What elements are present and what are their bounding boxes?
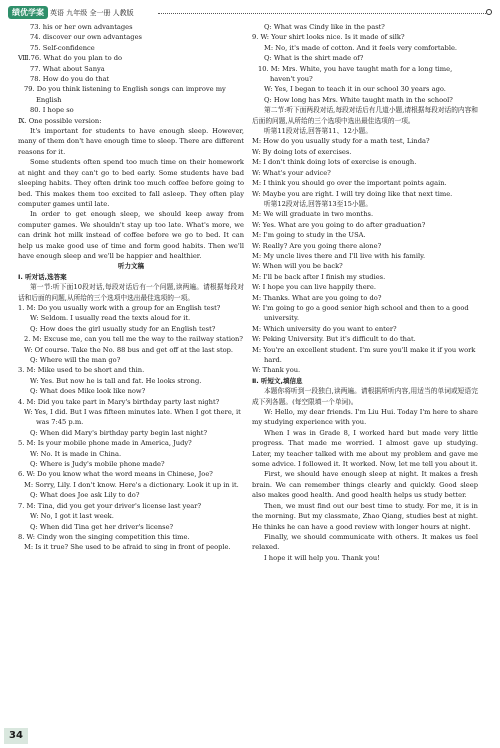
left-text-line: 73. his or her own advantages <box>30 23 133 31</box>
left-text-line: W: No, I got it last week. <box>30 512 114 521</box>
left-text-line: Ⅸ. One possible version: <box>18 116 102 125</box>
right-text-line: M: Thanks. What are you going to do? <box>252 293 382 302</box>
page-header <box>8 6 492 20</box>
right-text-line: When I was in Grade 8, I worked hard but made very little progress. That made me worried. I almost gave up studying. Later, my teacher talked with me about my problem and gave me some advice. I followed it. It worked. Now, let me tell you about it. <box>252 428 478 469</box>
right-text-line: M: No, it's made of cotton. And it feels very comfortable. <box>264 43 458 52</box>
left-text-line: 80. I hope so <box>30 106 74 115</box>
right-text-line: M: My uncle lives there and I'll live with his family. <box>252 251 426 260</box>
left-text-line: W: Yes. But now he is tall and fat. He looks strong. <box>30 376 202 385</box>
right-text-line: 10. M: Mrs. White, you have taught math for a long time, haven't you? <box>258 64 453 84</box>
left-text-line: Q: Where will the man go? <box>30 356 121 364</box>
right-text-line: 9. W: Your shirt looks nice. Is it made of silk? <box>252 33 405 42</box>
left-text-line: 5. M: Is your mobile phone made in America, Judy? <box>18 439 192 448</box>
right-text-line: W: Peking University. But it's difficult to do that. <box>252 335 416 344</box>
left-text-line: Q: When did Tina get her driver's license? <box>30 522 174 531</box>
right-text-line: M: You're an excellent student. I'm sure you'll make it if you work hard. <box>252 345 476 364</box>
right-text-line: M: We will graduate in two months. <box>252 210 374 219</box>
right-text-line: W: When will you be back? <box>252 262 343 271</box>
left-text-line: Q: Where is Judy's mobile phone made? <box>30 460 165 469</box>
right-text-line: 本题你将听到一段独白,读两遍。请根据所听内容,用适当的单词或短语完成下列各题。(每空限填一个单词)。 <box>252 387 478 406</box>
left-column <box>18 22 244 553</box>
left-text-line: M: Sorry, Lily. I don't know. Here's a dictionary. Look it up in it. <box>24 480 239 489</box>
book-subtitle: 英语 九年级 全一册 人教版 <box>50 9 134 17</box>
right-text-line: W: I hope you can live happily there. <box>252 283 376 292</box>
header-dotted-rule <box>158 13 486 14</box>
right-text-line: W: Yes, I began to teach it in our school 30 years ago. <box>264 85 446 94</box>
right-text-line: Finally, we should communicate with others. It makes us feel relaxed. <box>252 532 478 552</box>
right-text-line: W: What's your advice? <box>252 168 331 177</box>
left-text-line: 6. W: Do you know what the word means in Chinese, Joe? <box>18 470 213 479</box>
right-text-line: First, we should have enough sleep at night. It makes a fresh brain. We can remember things clearly and quickly. Good sleep also makes good health. And good health helps us study better. <box>252 470 478 500</box>
left-text-line: 4. M: Did you take part in Mary's birthday party last night? <box>18 397 220 406</box>
right-text-line: Q: How long has Mrs. White taught math in the school? <box>264 95 453 104</box>
left-text-line: Q: When did Mary's birthday party begin last night? <box>30 428 208 437</box>
brand-label: 绩优学案 <box>8 6 48 19</box>
left-text-line: Ⅷ.76. What do you plan to do <box>18 54 123 63</box>
left-text-line: W: Seldom. I usually read the texts aloud for it. <box>30 314 191 323</box>
right-text-line: W: Thank you. <box>252 366 301 375</box>
left-text-line: 第一节:听下面10段对话,每段对话后有一个问题,读两遍。请根据每段对话和后面的问题,从所给的三个选项中选出最佳选项的一项。 <box>18 283 244 302</box>
right-text-line: W: Yes. What are you going to do after graduation? <box>252 220 426 229</box>
right-text-line: M: I'm going to study in the USA. <box>252 231 366 240</box>
left-text-line: 听力文稿 <box>118 262 144 271</box>
left-text-line: Ⅰ. 听对话,选答案 <box>18 272 67 281</box>
left-text-line: 3. M: Mike used to be short and thin. <box>18 366 145 375</box>
right-text-line: M: Which university do you want to enter? <box>252 324 397 333</box>
right-column <box>252 22 478 563</box>
right-text-line: M: How do you usually study for a math test, Linda? <box>252 137 430 146</box>
left-text-line: Some students often spend too much time on their homework at night and they can't go to bed early. Some students have bad sleeping habits. They often drink too much coffee before going to bed. This makes them too excited to fall asleep. They often play computer games until late. <box>18 158 244 208</box>
right-text-line: 听第12段对话,回答第13至15小题。 <box>264 199 372 208</box>
left-text-line: Q: How does the girl usually study for an English test? <box>30 324 216 333</box>
right-text-line: W: By doing lots of exercises. <box>252 147 352 156</box>
left-text-line: 78. How do you do that <box>30 75 110 84</box>
left-text-line: Q: What does Mike look like now? <box>30 387 146 396</box>
page-number: 34 <box>4 728 28 744</box>
right-text-line: Then, we must find out our best time to study. For me, it is in the morning. But my classmate, Zhao Qiang, studies best at night. He thinks he can have a good review with longer hours at night. <box>252 501 478 531</box>
left-text-line: 75. Self-confidence <box>30 43 95 52</box>
right-text-line: M: I think you should go over the important points again. <box>252 179 447 188</box>
left-text-line: It's important for students to have enough sleep. However, many of them don't have enough time to sleep. There are different reasons for it. <box>18 127 244 156</box>
right-text-line: M: I'll be back after I finish my studies. <box>252 272 386 281</box>
left-text-line: 77. What about Sanya <box>30 64 105 73</box>
right-text-line: W: Really? Are you going there alone? <box>252 241 382 250</box>
right-text-line: M: I don't think doing lots of exercise is enough. <box>252 158 417 167</box>
right-text-line: Q: What is the shirt made of? <box>264 54 364 63</box>
left-text-line: Q: What does Joe ask Lily to do? <box>30 491 140 500</box>
right-text-line: Q: What was Cindy like in the past? <box>264 23 385 31</box>
left-text-line: 74. discover our own advantages <box>30 33 142 42</box>
left-text-line: 7. M: Tina, did you get your driver's license last year? <box>18 501 202 510</box>
right-text-line: 第二节:听下面两段对话,每段对话后有几道小题,请根据每段对话的内容和后面的问题,从所给的三个选项中选出最佳选项的一项。 <box>252 106 478 125</box>
left-text-line: 79. Do you think listening to English songs can improve my English <box>24 85 226 104</box>
left-text-line: M: Is it true? She used to be afraid to sing in front of people. <box>24 543 231 552</box>
left-text-line: W: Of course. Take the No. 88 bus and get off at the last stop. <box>24 345 234 354</box>
right-text-line: I hope it will help you. Thank you! <box>264 553 380 562</box>
right-text-line: Ⅱ. 听短文,填信息 <box>252 376 303 385</box>
left-text-line: 8. W: Cindy won the singing competition this time. <box>18 532 190 541</box>
right-text-line: W: Hello, my dear friends. I'm Liu Hui. Today I'm here to share my studying experience with you. <box>252 408 478 427</box>
header-end-circle <box>486 9 492 15</box>
right-text-line: W: Maybe you are right. I will try doing like that next time. <box>252 189 453 198</box>
left-text-line: 1. M: Do you usually work with a group for an English test? <box>18 303 221 312</box>
right-text-line: W: I'm going to go a good senior high school and then to a good university. <box>252 303 469 323</box>
left-text-line: W: Yes, I did. But I was fifteen minutes late. When I got there, it was 7:45 p.m. <box>24 408 241 427</box>
left-text-line: 2. M: Excuse me, can you tell me the way to the railway station? <box>24 335 243 344</box>
right-text-line: 听第11段对话,回答第11、12小题。 <box>264 127 372 136</box>
left-text-line: W: No. It is made in China. <box>30 449 122 458</box>
left-text-line: In order to get enough sleep, we should keep away from computer games. We shouldn't stay up too late. What's more, we can drink hot milk instead of coffee before we go to bed. It can help us make good use of time and form good habits. Then we'll have enough sleep and we'll be happier and healthier. <box>18 210 244 260</box>
